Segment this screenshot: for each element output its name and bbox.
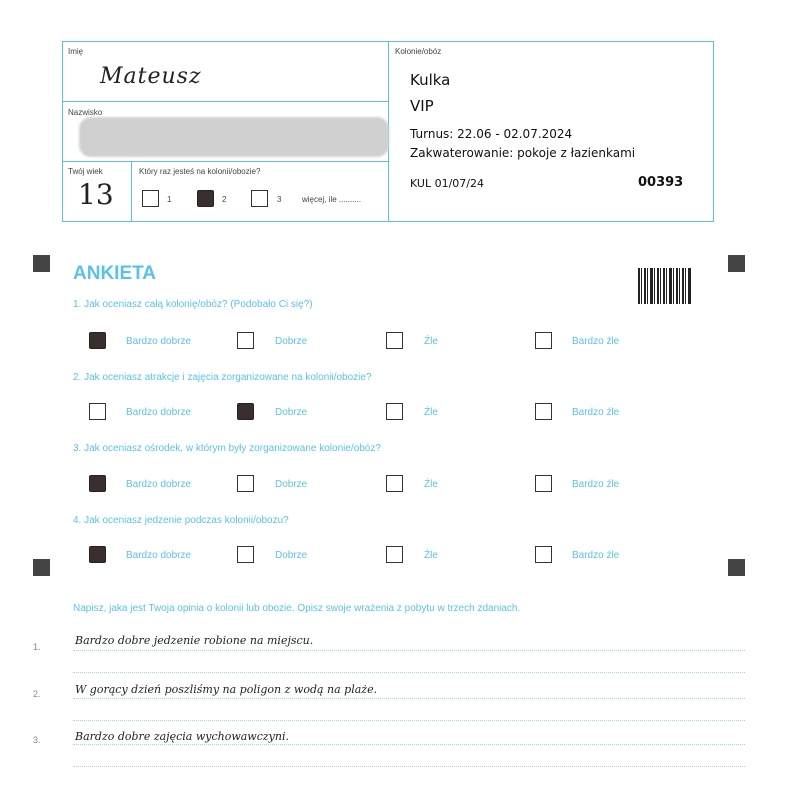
- header-divider-1: [62, 101, 389, 102]
- barcode-icon: [638, 268, 692, 304]
- q3-option-zle: Źle: [424, 479, 438, 490]
- q4-checkbox-zle[interactable]: [386, 546, 403, 563]
- numer: 00393: [638, 175, 684, 190]
- opinia-line-3-number: 3.: [33, 735, 41, 745]
- q1-checkbox-bardzo-dobrze[interactable]: [89, 332, 106, 349]
- q3-checkbox-bardzo-dobrze[interactable]: [89, 475, 106, 492]
- q3-option-bardzo-zle: Bardzo źle: [572, 479, 620, 490]
- q4-option-bardzo-zle: Bardzo źle: [572, 550, 620, 561]
- ankieta-title: ANKIETA: [73, 263, 157, 284]
- kolonie-name: Kulka: [410, 71, 451, 89]
- ktory-checkbox-2[interactable]: [197, 190, 214, 207]
- q3-checkbox-bardzo-zle[interactable]: [535, 475, 552, 492]
- header-divider-2: [62, 161, 389, 162]
- question-3-text: 3. Jak oceniasz ośrodek, w którym były zorganizowane kolonie/obóz?: [73, 443, 381, 454]
- opinia-line-3-text: Bardzo dobre zajęcia wychowawczyni.: [75, 730, 289, 743]
- ktory-option-1: 1: [167, 195, 172, 204]
- q1-option-bardzo-zle: Bardzo źle: [572, 336, 620, 347]
- nazwisko-redacted: [79, 117, 389, 157]
- q1-checkbox-dobrze[interactable]: [237, 332, 254, 349]
- q1-checkbox-zle[interactable]: [386, 332, 403, 349]
- q2-checkbox-bardzo-zle[interactable]: [535, 403, 552, 420]
- question-4-text: 4. Jak oceniasz jedzenie podczas kolonii/obozu?: [73, 515, 289, 526]
- registration-marker-top-right: [728, 255, 745, 272]
- kolonie-variant: VIP: [410, 97, 434, 115]
- nazwisko-label: Nazwisko: [68, 108, 103, 117]
- kod: KUL 01/07/24: [410, 177, 484, 190]
- q2-option-dobrze: Dobrze: [275, 407, 308, 418]
- wiecej-label: więcej, ile ..........: [302, 195, 362, 204]
- q4-option-dobrze: Dobrze: [275, 550, 308, 561]
- ktory-label: Który raz jesteś na kolonii/obozie?: [139, 167, 261, 176]
- opinia-line-1-text: Bardzo dobre jedzenie robione na miejscu.: [75, 634, 314, 647]
- wiek-label: Twój wiek: [68, 167, 103, 176]
- q1-option-zle: Źle: [424, 336, 438, 347]
- opinia-line-1b[interactable]: [73, 672, 745, 673]
- header-divider-3: [131, 161, 132, 222]
- kolonie-label: Kolonie/obóz: [395, 47, 442, 56]
- q1-option-bardzo-dobrze: Bardzo dobrze: [126, 336, 192, 347]
- registration-marker-top-left: [33, 255, 50, 272]
- zakwaterowanie: Zakwaterowanie: pokoje z łazienkami: [410, 146, 636, 160]
- opinia-prompt: Napisz, jaka jest Twoja opinia o kolonii lub obozie. Opisz swoje wrażenia z pobytu w trzech zdaniach.: [73, 603, 521, 614]
- imie-value: Mateusz: [100, 64, 202, 89]
- q2-checkbox-zle[interactable]: [386, 403, 403, 420]
- q4-checkbox-dobrze[interactable]: [237, 546, 254, 563]
- ktory-checkbox-3[interactable]: [251, 190, 268, 207]
- q2-option-bardzo-zle: Bardzo źle: [572, 407, 620, 418]
- registration-marker-bottom-right: [728, 559, 745, 576]
- q3-checkbox-dobrze[interactable]: [237, 475, 254, 492]
- q3-checkbox-zle[interactable]: [386, 475, 403, 492]
- question-2-text: 2. Jak oceniasz atrakcje i zajęcia zorganizowane na kolonii/obozie?: [73, 372, 372, 383]
- opinia-line-2[interactable]: [73, 698, 745, 699]
- opinia-line-2-number: 2.: [33, 689, 41, 699]
- q2-checkbox-dobrze[interactable]: [237, 403, 254, 420]
- q1-checkbox-bardzo-zle[interactable]: [535, 332, 552, 349]
- q4-checkbox-bardzo-zle[interactable]: [535, 546, 552, 563]
- question-1-text: 1. Jak oceniasz całą kolonię/obóz? (Podobało Ci się?): [73, 299, 313, 310]
- q3-option-bardzo-dobrze: Bardzo dobrze: [126, 479, 192, 490]
- opinia-line-3b[interactable]: [73, 766, 745, 767]
- q2-checkbox-bardzo-dobrze[interactable]: [89, 403, 106, 420]
- opinia-line-1[interactable]: [73, 650, 745, 651]
- q4-option-zle: Źle: [424, 550, 438, 561]
- opinia-line-2-text: W gorący dzień poszliśmy na poligon z wodą na plaże.: [75, 683, 378, 696]
- opinia-line-2b[interactable]: [73, 720, 745, 721]
- ktory-option-3: 3: [277, 195, 282, 204]
- registration-marker-bottom-left: [33, 559, 50, 576]
- opinia-line-1-number: 1.: [33, 642, 41, 652]
- q2-option-bardzo-dobrze: Bardzo dobrze: [126, 407, 192, 418]
- q1-option-dobrze: Dobrze: [275, 336, 308, 347]
- q2-option-zle: Źle: [424, 407, 438, 418]
- q3-option-dobrze: Dobrze: [275, 479, 308, 490]
- ktory-option-2: 2: [222, 195, 227, 204]
- q4-option-bardzo-dobrze: Bardzo dobrze: [126, 550, 192, 561]
- imie-label: Imię: [68, 47, 84, 56]
- wiek-value: 13: [78, 178, 114, 211]
- opinia-line-3[interactable]: [73, 744, 745, 745]
- ktory-checkbox-1[interactable]: [142, 190, 159, 207]
- turnus: Turnus: 22.06 - 02.07.2024: [410, 127, 573, 141]
- q4-checkbox-bardzo-dobrze[interactable]: [89, 546, 106, 563]
